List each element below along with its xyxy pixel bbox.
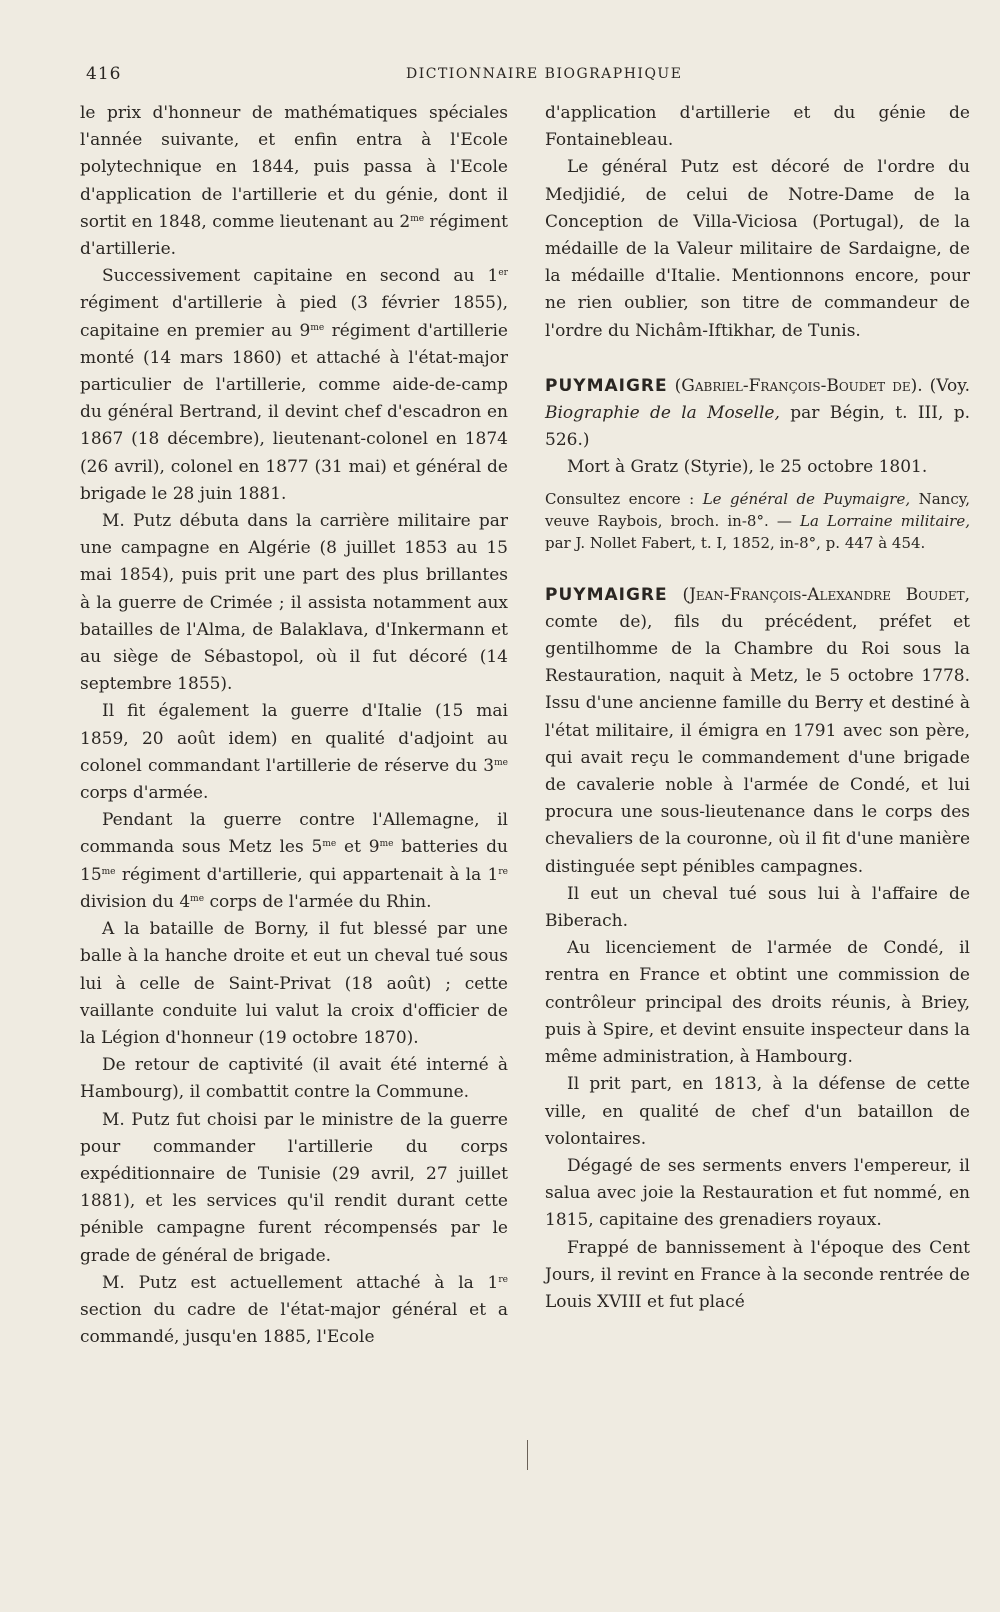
entry-puymaigre-jean	[545, 582, 970, 1316]
paragraph: le prix d'honneur de mathématiques spéciales l'année suivante, et enfin entra à l'Ecole polytechnique en 1844, puis passa à l'Ecole d'application de l'artillerie et du génie, dont il sortit en 1848, comme lieutenant au $2^{me}$ régiment d'artillerie.	[80, 103, 509, 260]
bibliographic-note: Consultez encore : Le général de Puymaigre, Nancy, veuve Raybois, broch. in-8°. — La Lorraine militaire, par J. Nollet Fabert, t. I, 1852, in-8°, p. 447 à 454.	[545, 489, 970, 552]
paragraph: Il prit part, en 1813, à la défense de cette ville, en qualité de chef d'un bataillon de volontaires.	[545, 1074, 970, 1149]
entry-names: (Jean-François-Alexandre Boudet,	[682, 584, 970, 605]
paragraph: Mort à Gratz (Styrie), le 25 octobre 1801.	[567, 457, 928, 478]
entry-names: (Gabriel-François-Boudet de).	[674, 375, 923, 396]
paragraph: Le général Putz est décoré de l'ordre du Medjidié, de celui de Notre-Dame de la Conception de Villa-Viciosa (Portugal), de la médaille de la Valeur militaire de Sardaigne, de la médaille d'Italie. Mentionnons encore, pour ne rien oublier, son titre de commandeur de l'ordre du Nichâm-Iftikhar, de Tunis.	[545, 157, 970, 341]
paragraph: Pendant la guerre contre l'Allemagne, il commanda sous Metz les $5^{me}$ et $9^{me}$ batteries du $15^{me}$ régiment d'artillerie, qui appartenait à la 1re division du $4^{me}$ corps de l'armée du Rhin.	[80, 810, 509, 912]
page-header	[86, 64, 924, 88]
entry-puymaigre-gabriel	[545, 373, 970, 554]
entry-heading: PUYMAIGRE (Jean-François-Alexandre Boudet, comte de), fils du précédent, préfet et gentilhomme de la Chambre du Roi sous la Restauration, naquit à Metz, le 5 octobre 1778. Issu d'une ancienne famille du Berry et destiné à l'état militaire, il émigra en 1791 avec son père, qui avait reçu le commandement d'une brigade de cavalerie noble à l'armée de Condé, et lui procura une sous-lieutenance dans le corps des chevaliers de la couronne, où il fit d'une manière distinguée sept pénibles campagnes.	[545, 584, 970, 877]
paragraph: M. Putz débuta dans la carrière militaire par une campagne en Algérie (8 juillet 1853 au 15 mai 1854), puis prit une part des plus brillantes à la guerre de Crimée ; il assista notamment aux batailles de l'Alma, de Balaklava, d'Inkermann et au siège de Sébastopol, où il fut décoré (14 septembre 1855).	[80, 511, 508, 695]
paragraph: Il eut un cheval tué sous lui à l'affaire de Biberach.	[545, 883, 970, 932]
paragraph: Dégagé de ses serments envers l'empereur, il salua avec joie la Restauration et fut nommé, en 1815, capitaine des grenadiers royaux.	[545, 1155, 970, 1231]
paragraph: M. Putz est actuellement attaché à la 1re section du cadre de l'état-major général et a commandé, jusqu'en 1885, l'Ecole	[80, 1272, 508, 1348]
right-column	[545, 100, 970, 1316]
entry-heading: PUYMAIGRE (Gabriel-François-Boudet de). (Voy. Biographie de la Moselle, par Bégin, t. III, p. 526.)	[545, 375, 970, 451]
paragraph: Au licenciement de l'armée de Condé, il rentra en France et obtint une commission de contrôleur principal des droits réunis, à Briey, puis à Spire, et devint ensuite inspecteur dans la même administration, à Hambourg.	[545, 938, 970, 1068]
headword: PUYMAIGRE	[545, 375, 668, 396]
paragraph: d'application d'artillerie et du génie de Fontainebleau.	[545, 103, 970, 151]
paragraph: Frappé de bannissement à l'époque des Cent Jours, il revint en France à la seconde rentrée de Louis XVIII et fut placé	[545, 1237, 970, 1312]
paragraph: A la bataille de Borny, il fut blessé par une balle à la hanche droite et eut un cheval tué sous lui à celle de Saint-Privat (18 août) ; cette vaillante conduite lui valut la croix d'officier de la Légion d'honneur (19 octobre 1870).	[80, 919, 508, 1048]
headword: PUYMAIGRE	[545, 584, 668, 605]
column-divider	[527, 1440, 528, 1470]
paragraph: Successivement capitaine en second au 1er régiment d'artillerie à pied (3 février 1855), capitaine en premier au $9^{me}$ régiment d'artillerie monté (14 mars 1860) et attaché à l'état-major particulier de l'artillerie, comme aide-de-camp du général Bertrand, il devint chef d'escadron en 1867 (18 décembre), lieutenant-colonel en 1874 (26 avril), colonel en 1877 (31 mai) et général de brigade le 28 juin 1881.	[80, 266, 508, 504]
paragraph: Il fit également la guerre d'Italie (15 mai 1859, 20 août idem) en qualité d'adjoint au colonel commandant l'artillerie de réserve du $3^{me}$ corps d'armée.	[80, 701, 508, 804]
running-title: DICTIONNAIRE BIOGRAPHIQUE	[406, 66, 683, 82]
left-column	[80, 100, 508, 1351]
paragraph: M. Putz fut choisi par le ministre de la guerre pour commander l'artillerie du corps expéditionnaire de Tunisie (29 avril, 27 juillet 1881), et les services qu'il rendit durant cette pénible campagne furent récompensés par le grade de général de brigade.	[80, 1109, 508, 1266]
page-number: 416	[86, 64, 122, 84]
paragraph: De retour de captivité (il avait été interné à Hambourg), il combattit contre la Commune.	[80, 1055, 508, 1103]
